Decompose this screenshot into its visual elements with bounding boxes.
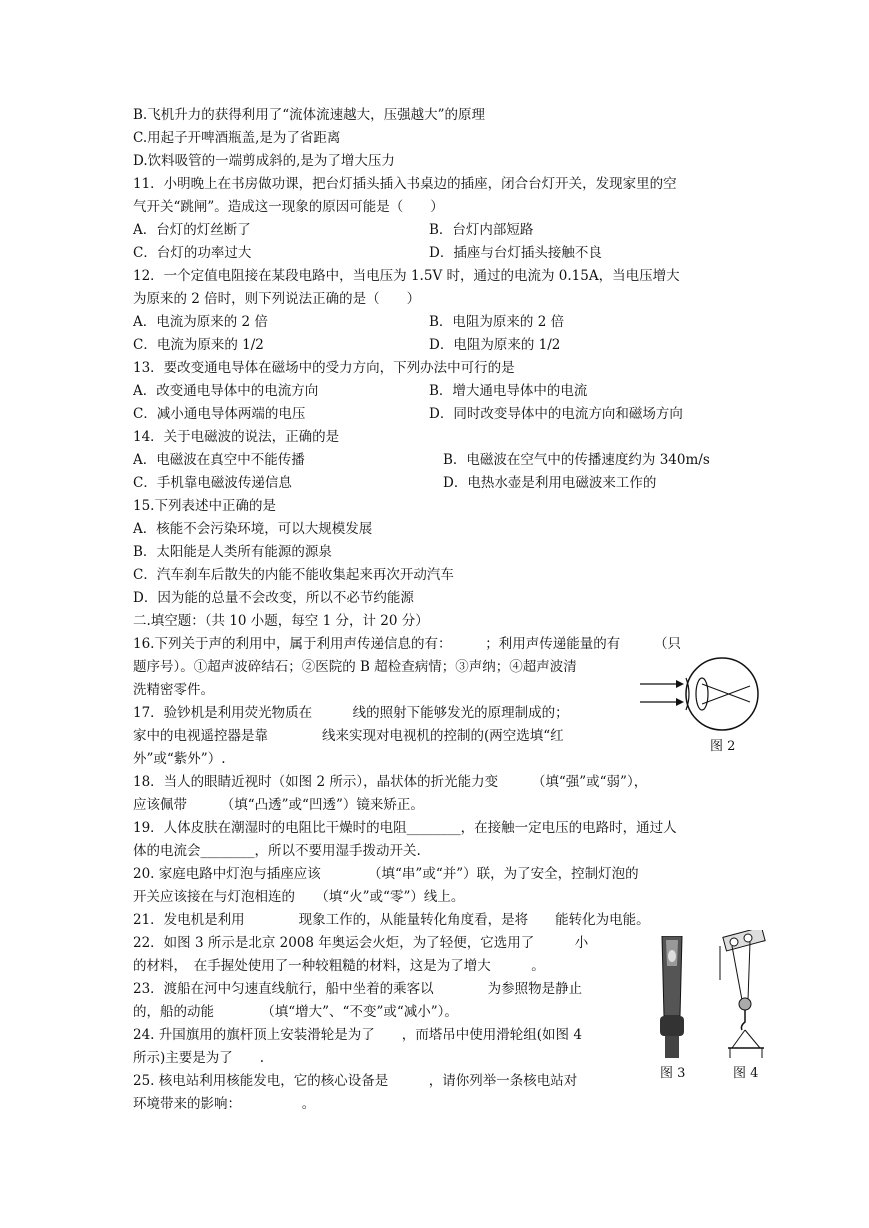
olympic-torch-figure: [652, 936, 692, 1058]
question-19: 19．人体皮肤在潮湿时的电阻比干燥时的电阻________，在接触一定电压的电路时，通过人: [133, 820, 677, 836]
question-line: 的，船的动能 （填“增大”、“不变”或“减小”）。: [133, 1004, 458, 1020]
figure-2-caption: 图 2: [710, 739, 736, 754]
option-c: C．减小通电导体两端的电压: [133, 406, 306, 422]
option-b: B．增大通电导体中的电流: [429, 383, 588, 399]
question-15: 15.下列表述中正确的是: [133, 498, 276, 514]
question-line: 外”或“紫外”）.: [133, 751, 226, 767]
figure-4-caption: 图 4: [733, 1066, 759, 1081]
question-line: 体的电流会________，所以不要用湿手拨动开关.: [133, 843, 421, 859]
question-line: 洗精密零件。: [133, 682, 214, 698]
question-20: 20. 家庭电路中灯泡与插座应该 （填“串”或“并”）联，为了安全，控制灯泡的: [133, 866, 639, 882]
option-line: C.用起子开啤酒瓶盖,是为了省距离: [133, 130, 341, 146]
option-b: B．太阳能是人类所有能源的源泉: [133, 544, 332, 560]
option-line: D.饮料吸管的一端剪成斜的,是为了增大压力: [133, 153, 395, 169]
option-a: A．电流为原来的 2 倍: [133, 314, 268, 330]
question-line: 家中的电视遥控器是靠 线来实现对电视机的控制的(两空选填“红: [133, 728, 564, 744]
question-22: 22．如图 3 所示是北京 2008 年奥运会火炬，为了轻便，它选用了 小: [133, 935, 589, 951]
option-d: D．电热水壶是利用电磁波来工作的: [443, 475, 657, 491]
question-23: 23．渡船在河中匀速直线航行，船中坐着的乘客以 为参照物是静止: [133, 981, 583, 997]
question-line: 为原来的 2 倍时，则下列说法正确的是（ ）: [133, 291, 421, 307]
option-d: D．插座与台灯插头接触不良: [429, 245, 602, 261]
option-b: B．电阻为原来的 2 倍: [429, 314, 565, 330]
question-line: 所示)主要是为了 .: [133, 1050, 265, 1066]
section-heading: 二.填空题：（共 10 小题，每空 1 分，计 20 分）: [133, 613, 429, 629]
question-24: 24. 升国旗用的旗杆顶上安装滑轮是为了 ，而塔吊中使用滑轮组(如图 4: [133, 1027, 582, 1043]
option-d: D．因为能的总量不会改变，所以不必节约能源: [133, 590, 414, 606]
option-line: B.飞机升力的获得利用了“流体流速越大，压强越大”的原理: [133, 107, 486, 123]
question-16: 16.下列关于声的利用中，属于利用声传递信息的有： ；利用声传递能量的有 （只: [133, 636, 681, 652]
crane-pulley-figure: [712, 930, 772, 1060]
question-14: 14．关于电磁波的说法，正确的是: [133, 429, 340, 445]
option-b: B．电磁波在空气中的传播速度约为 340m/s: [443, 452, 710, 468]
option-b: B．台灯内部短路: [429, 222, 534, 238]
option-d: D．电阻为原来的 1/2: [429, 337, 561, 353]
option-a: A．台灯的灯丝断了: [133, 222, 251, 238]
question-13: 13．要改变通电导体在磁场中的受力方向，下列办法中可行的是: [133, 360, 515, 376]
option-a: A．电磁波在真空中不能传播: [133, 452, 305, 468]
question-17: 17．验钞机是利用荧光物质在 线的照射下能够发光的原理制成的；: [133, 705, 569, 721]
option-a: A．改变通电导体中的电流方向: [133, 383, 319, 399]
question-18: 18．当人的眼睛近视时（如图 2 所示），晶状体的折光能力变 （填“强”或“弱”），: [133, 774, 648, 790]
figure-3-caption: 图 3: [660, 1066, 686, 1081]
question-12: 12．一个定值电阻接在某段电路中，当电压为 1.5V 时，通过的电流为 0.15A，当电压增大: [133, 268, 680, 284]
question-line: 的材料， 在手握处使用了一种较粗糙的材料，这是为了增大 。: [133, 958, 545, 974]
question-21: 21．发电机是利用 现象工作的，从能量转化角度看，是将 能转化为电能。: [133, 912, 650, 928]
option-c: C．电流为原来的 1/2: [133, 337, 264, 353]
option-c: C．台灯的功率过大: [133, 245, 252, 261]
question-25: 25. 核电站利用核能发电，它的核心设备是 ，请你列举一条核电站对: [133, 1073, 578, 1089]
eye-diagram-figure: [640, 654, 765, 734]
option-d: D．同时改变导体中的电流方向和磁场方向: [429, 406, 683, 422]
question-11: 11．小明晚上在书房做功课，把台灯插头插入书桌边的插座，闭合台灯开关，发现家里的空: [133, 176, 677, 192]
question-line: 开关应该接在与灯泡相连的 （填“火”或“零”）线上。: [133, 889, 465, 905]
option-c: C．手机靠电磁波传递信息: [133, 475, 292, 491]
question-line: 气开关“跳闸”。造成这一现象的原因可能是（ ）: [133, 199, 444, 215]
question-line: 环境带来的影响： 。: [133, 1096, 316, 1112]
question-line: 应该佩带 （填“凸透”或“凹透”）镜来矫正。: [133, 797, 424, 813]
question-line: 题序号）。①超声波碎结石；②医院的 B 超检查病情；③声纳；④超声波清: [133, 659, 577, 675]
option-a: A．核能不会污染环境，可以大规模发展: [133, 521, 373, 537]
option-c: C．汽车刹车后散失的内能不能收集起来再次开动汽车: [133, 567, 454, 583]
